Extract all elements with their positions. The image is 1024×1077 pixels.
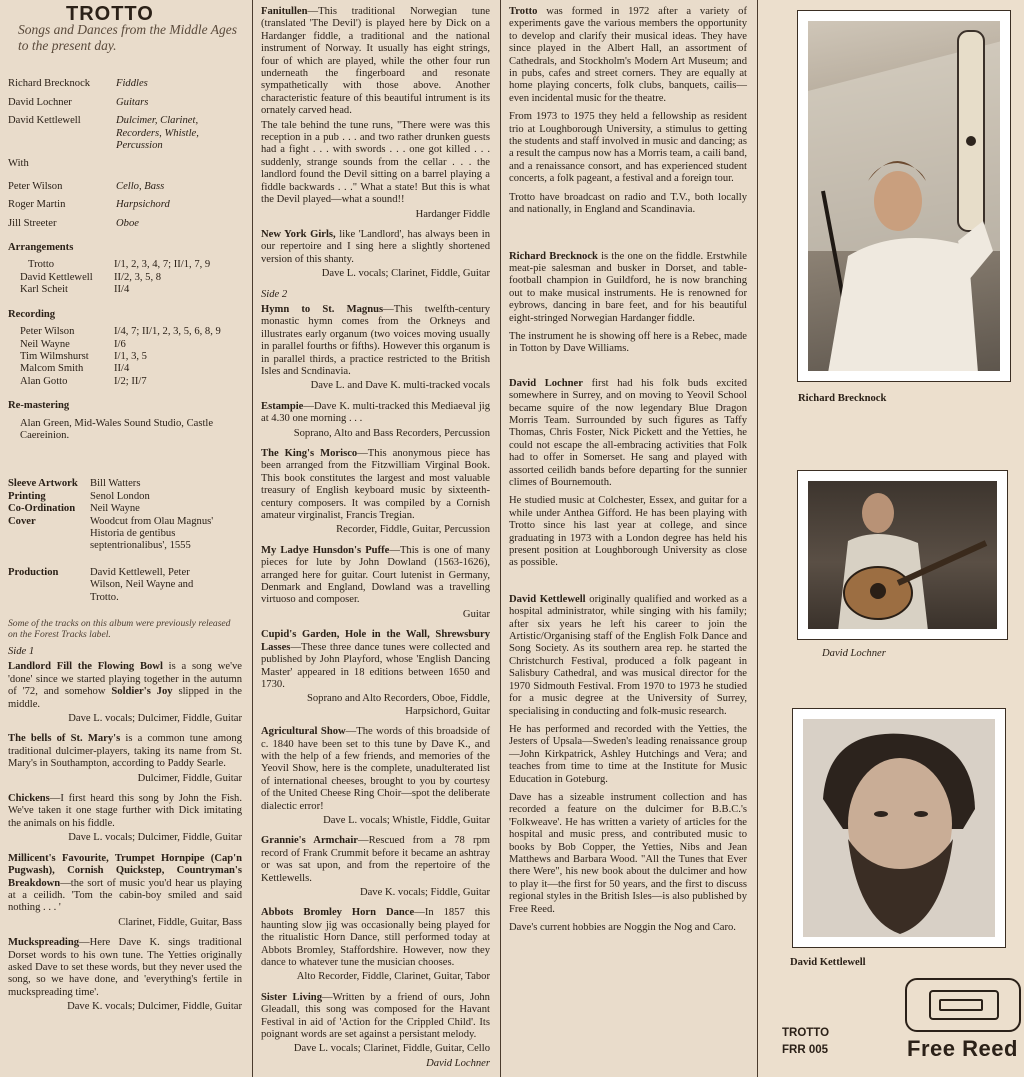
track-note: New York Girls, like 'Landlord', has always been in our repertoire and I sing here a slightly shortened version of this shanty. Dave L. vocals; Clarinet, Fiddle, Guitar xyxy=(261,228,491,280)
track-note: Chickens—I first heard this song by John the Fish. We've taken it one stage further with Dick imitating the animals on his fiddle. Dave L. vocals; Dulcimer, Fiddle, Guitar xyxy=(8,793,242,844)
recording-item: Neil Wayne I/6 xyxy=(20,338,126,350)
guest-row: Peter Wilson Cello, Bass xyxy=(8,180,165,192)
credit-row: David Lochner Guitars xyxy=(8,96,149,108)
guest-row: Roger Martin Harpsichord xyxy=(8,199,170,211)
column-credits xyxy=(0,0,250,1077)
arrangements-heading: Arrangements xyxy=(8,242,74,254)
arrangements-list xyxy=(20,259,242,296)
album-subtitle: Songs and Dances from the Middle Ages to the present day. xyxy=(18,22,237,54)
photo-david-lochner xyxy=(797,470,1008,640)
recording-item: Tim Wilmshurst I/1, 3, 5 xyxy=(20,350,147,362)
photo-caption: David Kettlewell xyxy=(790,957,866,968)
track-note: Millicent's Favourite, Trumpet Hornpipe (Cap'n Pugwash), Cornish Quickstep, Countryman's Breakdown—the sort of music you'd hear us playing at a ceilidh. 'Tom the cabin-boy smiled and said nothing . . . ' Clarinet, Fiddle, Guitar, Bass xyxy=(8,852,242,928)
track-note: Cupid's Garden, Hole in the Wall, Shrewsbury Lasses—These three dance tunes were collected and published by John Playford, whose 'English Dancing Master' appeared in 18 editions between 1650 and 1730. Soprano and Alto Recorders, Oboe, Fiddle, Harpsichord, Guitar xyxy=(261,629,490,717)
forest-tracks-note: Some of the tracks on this album were previously released on the Forest Tracks label. xyxy=(8,618,231,640)
with-label: With xyxy=(8,158,29,170)
sleeve-row: Co-Ordination Neil Wayne xyxy=(8,503,140,515)
sleeve-row: Production David Kettlewell, Peter Wilson, Neil Wayne and Trotto. xyxy=(8,566,194,603)
track-note: The King's Morisco—This anonymous piece has been arranged from the Fitzwilliam Virginal Book. This book constitutes the largest and most valuable treasury of English keyboard music by sixteenth-century composers. It was compiled by a Cornish amateur virginalist, Francis Tregian. Recorder, Fiddle, Guitar, Percussion xyxy=(261,448,490,536)
track-note: Fanitullen—This traditional Norwegian tune (translated 'The Devil') is played here by Dick on a Hardanger fiddle, a traditional and the national instrument of Norway. It usually has eight strings, four of which are played, while the other four run underneath the fingerboard and resonate sympathetically with those above. Another characteristic feature of this beautiful intrument is its ornately carved head. The tale behind the tune runs, "There were was this reception in a pub . . . and two rather drunken guests had a fight . . . with swords . . . one got killed . . . suddenly, strange sounds from the cellar . . . the landlord found the Devil sitting on a barrel playing a fiddle backwards . . ." What a state! But this is what the Devil played—what a sound!! Hardanger Fiddle xyxy=(261,6,490,220)
signature: David Lochner xyxy=(426,1057,490,1069)
guest-row: Jill Streeter Oboe xyxy=(8,217,139,229)
bio-david-lochner: David Lochner first had his folk buds excited somewhere in Surrey, and on moving to Yeovil School became squire of the now legendary Blue Dragon Morris Team. Surrounded by such figures as Taffy Thomas, Chris Foster, Nick Pickett and the Yetties, he could not escape the all-embracing activities that Folk had to offer in Somerset. He sang and played with assorted ceilidh bands before departing for the sunnier climes of Bournemouth. He studied music at Colchester, Essex, and guitar for a while under Anthea Gifford. He has been playing with Trotto since his last year at college, and since graduating in 1973 with a London degree has held his present position at Loughborough University as close as possible. xyxy=(509,377,748,569)
side-1-label: Side 1 xyxy=(8,646,35,657)
photo-caption: Richard Brecknock xyxy=(798,393,887,404)
album-title: TROTTO xyxy=(66,3,154,25)
track-note: The bells of St. Mary's is a common tune among traditional dulcimer-players, taking its name from St. Mary's in Southampton, according to Paddy Searle. Dulcimer, Fiddle, Guitar xyxy=(8,733,242,784)
track-note: Grannie's Armchair—Rescued from a 78 rpm record of Frank Crummit before it became an ashtray or was sat upon, and from the repertoire of the Kettlewells. Dave K. vocals; Fiddle, Guitar xyxy=(261,835,491,898)
track-note: Abbots Bromley Horn Dance—In 1857 this haunting slow jig was occasionally being played for the ritualistic Horn Dance, still performed today at Abbots Bromley, Staffordshire. However, now they dance to whatever tune the musician chooses. Alto Recorder, Fiddle, Clarinet, Guitar, Tabor xyxy=(261,907,491,983)
band-credits xyxy=(8,78,242,230)
bio-richard-brecknock: Richard Brecknock is the one on the fiddle. Erstwhile meat-pie salesman and busker in Dorset, and table-football champion in Guildford, he is now branching out to make musical instruments. He is renowned for eybrows, dancing in bare feet, and for his beautiful eight-stringed Norwegian Hardanger fiddle. The instrument he is showing off here is a Rebec, made in Totton by Dave Williams. xyxy=(509,250,747,355)
track-note: Sister Living—Written by a friend of ours, John Gleadall, this song was composed for the Havant Festival in aid of 'Action for the Crippled Child'. Its poignant words are set against a persistant melody. Dave L. vocals; Clarinet, Fiddle, Guitar, Cello xyxy=(261,991,490,1055)
recording-heading: Recording xyxy=(8,308,56,320)
recording-list xyxy=(20,326,242,388)
catalog-number: FRR 005 xyxy=(782,1044,829,1056)
track-note: Muckspreading—Here Dave K. sings traditional Dorset words to his own tune. The Yetties originally asked Dave to set these words, but they never used the song, so we have done, and 'everything's fertile in muckspreading time'. Dave K. vocals; Dulcimer, Fiddle, Guitar xyxy=(8,937,242,1013)
photo-david-kettlewell xyxy=(792,708,1006,948)
track-note: Hymn to St. Magnus—This twelfth-century monastic hymn comes from the Orkneys and illustrates early organum (two voices moving usually in parallel fourths or fifths). However this organum is in parallel thirds, a practice restricted to the British Isles and Scndinavia. Dave L. and Dave K. multi-tracked vocals xyxy=(261,303,490,392)
sleeve-credits xyxy=(8,478,242,604)
free-reed-logo xyxy=(905,978,1021,1032)
arrangement-item: David Kettlewell II/2, 3, 5, 8 xyxy=(20,271,162,283)
side-2-label: Side 2 xyxy=(261,288,288,300)
credit-row: Richard Brecknock Fiddles xyxy=(8,78,148,90)
recording-item: Peter Wilson I/4, 7; II/1, 2, 3, 5, 6, 8, 9 xyxy=(20,326,221,338)
track-note: Agricultural Show—The words of this broadside of c. 1840 have been set to this tune by Dave K., and with the help of a few friends, and memories of the Yeovil Show, here is the complete, unadulterated list of international cheeses, brought to you by courtesy of the United Cheese Ring Choir—spot the deliberate dialectic error! Dave L. vocals; Whistle, Fiddle, Guitar xyxy=(261,726,490,826)
reed-plate-icon xyxy=(929,990,999,1020)
column-biographies: Trotto was formed in 1972 after a variety of experiments gave the various members the opportunity to develop and clarify their musical ideas. They have since played in the Albert Hall, an assortment of Cathedrals, and Stockholm's Modern Art Museum; and in pubs, cafes and street corners. They are equally at home playing concerts, folk clubs, banquets, cailis—even incidental music for the theatre. From 1973 to 1975 they held a fellowship as resident trio at Loughborough University, a stimulus to getting the students and staff involved in music and dancing; as a result the campus now has a Morris team, a caili band, and a renaissance consort, and has experienced student concerts, a folk pageant, a festival and a foreign tour. Trotto have broadcast on radio and T.V., both locally and nationally, in England and Scandinavia. Richard Brecknock is the one on the fiddle. Erstwhile meat-pie salesman and busker in Dorset, and table-football champion in Guildford, he is now branching out to make musical instruments. He is renowned for eybrows, dancing in bare feet, and for his beautiful eight-stringed Norwegian Hardanger fiddle. The instrument he is showing off here is a Rebec, made in Totton by Dave Williams. David Lochner first had his folk buds excited somewhere in Surrey, and on moving to Yeovil School became squire of the now legendary Blue Dragon Morris Team. Surrounded by such figures as Taffy Thomas, Chris Foster, Nick Pickett and the Yetties, he could not escape the all-embracing activities that Folk had to offer in Somerset. He sang and played with assorted ceilidh bands before departing for the sunnier climes of Bournemouth. He studied music at Colchester, Essex, and guitar for a while under Anthea Gifford. He has been playing with Trotto since his last year at college, and since graduating in 1973 with a London degree has held his present position at Loughborough University as close as possible. David Kettlewell originally qualified and worked as a hospital administrator, while singing with his family; after six years he left his career to join the Artistic/Organising staff of the English Folk Dance and Song Society. As its southern area rep. he started the Christchurch Festival, produced a folk pageant in Salisbury Cathedral, and was musical director for the 1970 Sidmouth Festival. From 1970 to 1973 he studied for a music degree at the University of Surrey, specialising in conducting and folk-music research. He has performed and recorded with the Yetties, the Jesters of Upsala—Sweden's leading renaissance group—John Kirkpatrick, Ashley Hutchings and Vera; and teaches from time to time at the Institute for Music Education in Goteburg. Dave has a sizeable instrument collection and has recorded a feature on the dulcimer for B.B.C.'s 'Folkweave'. He has written a variety of articles for the hospital and music press, and contributed music to books by Bob Copper, the Yetties, Nibs and Jean Matthews and Barbara Wood. "All the Tunes that Ever there Were", his new book about the dulcimer and how to play it—the first for 50 years, and the first to discuss regional styles in the British Isles—is also published by Free Reed. Dave's current hobbies are Noggin the Nog and Caro. xyxy=(500,0,755,1077)
arrangement-item: Trotto I/1, 2, 3, 4, 7; II/1, 7, 9 xyxy=(28,259,211,271)
column-track-notes xyxy=(252,0,498,1077)
track-note: Estampie—Dave K. multi-tracked this Mediaeval jig at 4.30 one morning . . . Soprano, Alto and Bass Recorders, Percussion xyxy=(261,400,490,439)
photo-caption: David Lochner xyxy=(822,648,886,659)
remastering-text: Alan Green, Mid-Wales Sound Studio, Castle Caereinion. xyxy=(20,417,214,441)
recording-item: Alan Gotto I/2; II/7 xyxy=(20,375,147,387)
track-note: My Ladye Hunsdon's Puffe—This is one of many pieces for lute by John Dowland (1563-1626), arranged here for guitar. Court lutenist in Germany, Denmark and England, Dowland was a travelling virtuoso and composer. Guitar xyxy=(261,544,490,620)
label-name: Free Reed xyxy=(907,1036,1018,1061)
arrangement-item: Karl Scheit II/4 xyxy=(20,284,130,296)
sleeve-row: Cover Woodcut from Olau Magnus' Historia de gentibus septentrionalibus', 1555 xyxy=(8,515,214,552)
footer-title: TROTTO xyxy=(782,1027,830,1039)
rebec-player-image xyxy=(808,21,1000,371)
bearded-man-image xyxy=(803,719,995,937)
photo-richard-brecknock xyxy=(797,10,1011,382)
bio-david-kettlewell: David Kettlewell originally qualified and worked as a hospital administrator, while singing with his family; after six years he left his career to join the Artistic/Organising staff of the English Folk Dance and Song Society. As its southern area rep. he started the Christchurch Festival, produced a folk pageant in Salisbury Cathedral, and was musical director for the 1970 Sidmouth Festival. From 1970 to 1973 he studied for a music degree at the University of Surrey, specialising in conducting and folk-music research. He has performed and recorded with the Yetties, the Jesters of Upsala—Sweden's leading renaissance group—John Kirkpatrick, Ashley Hutchings and Vera; and teaches from time to time at the Institute for Music Education in Goteburg. Dave has a sizeable instrument collection and has recorded a feature on the dulcimer for B.B.C.'s 'Folkweave'. He has written a variety of articles for the hospital and music press, and contributed music to books by Bob Copper, the Yetties, Nibs and Jean Matthews and Barbara Wood. "All the Tunes that Ever there Were", his new book about the dulcimer and how to play it—the first for 50 years, and the first to discuss regional styles in the British Isles—is also published by Free Reed. Dave's current hobbies are Noggin the Nog and Caro. xyxy=(509,593,747,933)
credit-row: David Kettlewell Dulcimer, Clarinet, Recorders, Whistle, Percussion xyxy=(8,115,199,152)
recording-item: Malcom Smith II/4 xyxy=(20,363,130,375)
sleeve-row: Printing Senol London xyxy=(8,490,150,502)
remastering-heading: Re-mastering xyxy=(8,400,70,412)
sleeve-row: Sleeve Artwork Bill Watters xyxy=(8,478,141,490)
guitarist-image xyxy=(808,481,997,629)
track-note: Landlord Fill the Flowing Bowl is a song we've 'done' since we started playing together in the autumn of '72, and somehow Soldier's Joy slipped in the middle. Dave L. vocals; Dulcimer, Fiddle, Guitar xyxy=(8,661,242,725)
